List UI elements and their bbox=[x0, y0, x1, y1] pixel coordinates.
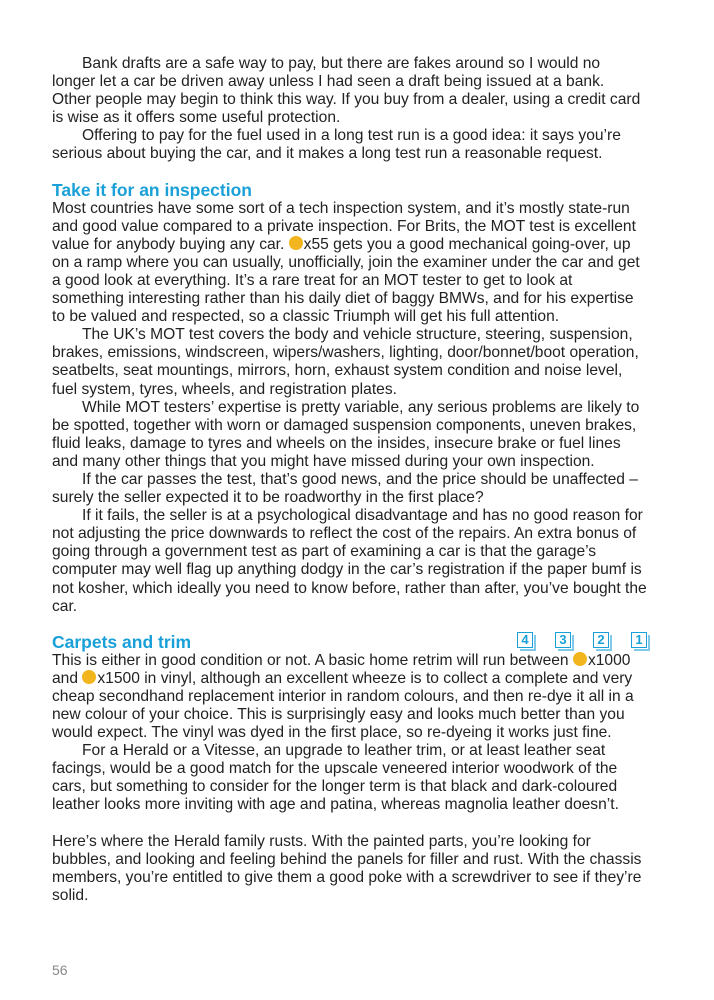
inspection-price: x55 bbox=[303, 235, 329, 253]
intro-paragraph-2: Offering to pay for the fuel used in a long test run is a good idea: it says you’re serious about buying the car, and it makes a long test run a reasonable request. bbox=[52, 127, 621, 163]
carpets-p1-rest: in vinyl, although an excellent wheeze is to collect a complete and very cheap secondhand replacement interior in random colours, and then re-dye it all in a new colour of your choice. This is surprisingly easy and looks much better than you would expect. The vinyl was dyed in the first place, so re-dyeing it works just fine. bbox=[52, 669, 634, 742]
currency-coin-icon bbox=[82, 670, 96, 684]
carpets-price-2: x1500 bbox=[97, 669, 140, 687]
rating-box-3: 3 bbox=[555, 632, 571, 648]
carpets-section-header bbox=[52, 632, 647, 652]
inspection-paragraph-3: While MOT testers’ expertise is pretty variable, any serious problems are likely to be spotted, together with worn or damaged suspension components, uneven brakes, fluid leaks, damage to tyres and wheels on the insides, insecure brake or fuel lines and many other things that you might have missed during your own inspection. bbox=[52, 398, 640, 470]
inspection-heading: Take it for an inspection bbox=[52, 179, 252, 200]
inspection-paragraph-2: The UK’s MOT test covers the body and vehicle structure, steering, suspension, brakes, emissions, windscreen, wipers/washers, lighting, door/bonnet/boot operation, seatbelts, seat mountings, mirrors, horn, exhaust system condition and noise level, fuel system, tyres, wheels, and registration plates. bbox=[52, 326, 639, 398]
page-body bbox=[52, 55, 647, 905]
carpets-p1-start: This is either in good condition or not. A basic home retrim will run between bbox=[52, 651, 569, 669]
rating-box-2: 2 bbox=[593, 632, 609, 648]
currency-coin-icon bbox=[573, 652, 587, 666]
intro-paragraph-1: Bank drafts are a safe way to pay, but there are fakes around so I would no longer let a car be driven away unless I had seen a draft being issued at a bank. Other people may begin to think this way. If you buy from a dealer, using a credit card is wise as it offers some useful protection. bbox=[52, 55, 641, 127]
carpets-price-1: x1000 bbox=[587, 651, 631, 669]
inspection-paragraph-1 bbox=[52, 200, 647, 327]
carpets-and: and bbox=[52, 669, 79, 687]
currency-coin-icon bbox=[289, 236, 303, 250]
inspection-paragraph-4: If the car passes the test, that’s good news, and the price should be unaffected – surely the seller expected it to be roadworthy in the first place? bbox=[52, 470, 638, 507]
inspection-p1-start: Most countries have some sort of a tech inspection system, and it’s mostly state-run and good value compared to a private inspection. For Brits, the MOT test is excellent value for anybody buying any car. bbox=[52, 199, 636, 253]
inspection-p1-end: gets you a good mechanical going-over, up on a ramp where you can usually, unofficially, join the examiner under the car and get a good look at everything. It’s a rare treat for an MOT tester to get to look at something interesting rather than his daily diet of baggy BMWs, and for his expertise to be valued and respected, so a classic Triumph will get his full attention. bbox=[52, 235, 640, 326]
inspection-paragraph-5: If it fails, the seller is at a psychological disadvantage and has no good reason for not adjusting the price downwards to reflect the cost of the repairs. An extra bonus of going through a government test as part of examining a car is that the garage’s computer may well flag up anything dodgy in the car’s registration if the paper bumf is not kosher, which ideally you need to know before, rather than after, you’ve bought the car. bbox=[52, 507, 647, 615]
rating-boxes bbox=[495, 632, 647, 648]
rating-box-4: 4 bbox=[517, 632, 533, 648]
rating-box-1: 1 bbox=[631, 632, 647, 648]
carpets-paragraph-1 bbox=[52, 652, 647, 742]
page-number: 56 bbox=[52, 962, 68, 978]
carpets-heading: Carpets and trim bbox=[52, 631, 192, 652]
rust-paragraph: Here’s where the Herald family rusts. With the painted parts, you’re looking for bubbles, and looking and feeling behind the panels for filler and rust. With the chassis members, you’re entitled to give them a good poke with a screwdriver to see if they’re solid. bbox=[52, 832, 642, 904]
carpets-paragraph-2: For a Herald or a Vitesse, an upgrade to leather trim, or at least leather seat facings, would be a good match for the upscale veneered interior woodwork of the cars, but something to consider for the longer term is that black and dark-coloured leather looks more inviting with age and patina, whereas magnolia leather doesn’t. bbox=[52, 742, 619, 814]
